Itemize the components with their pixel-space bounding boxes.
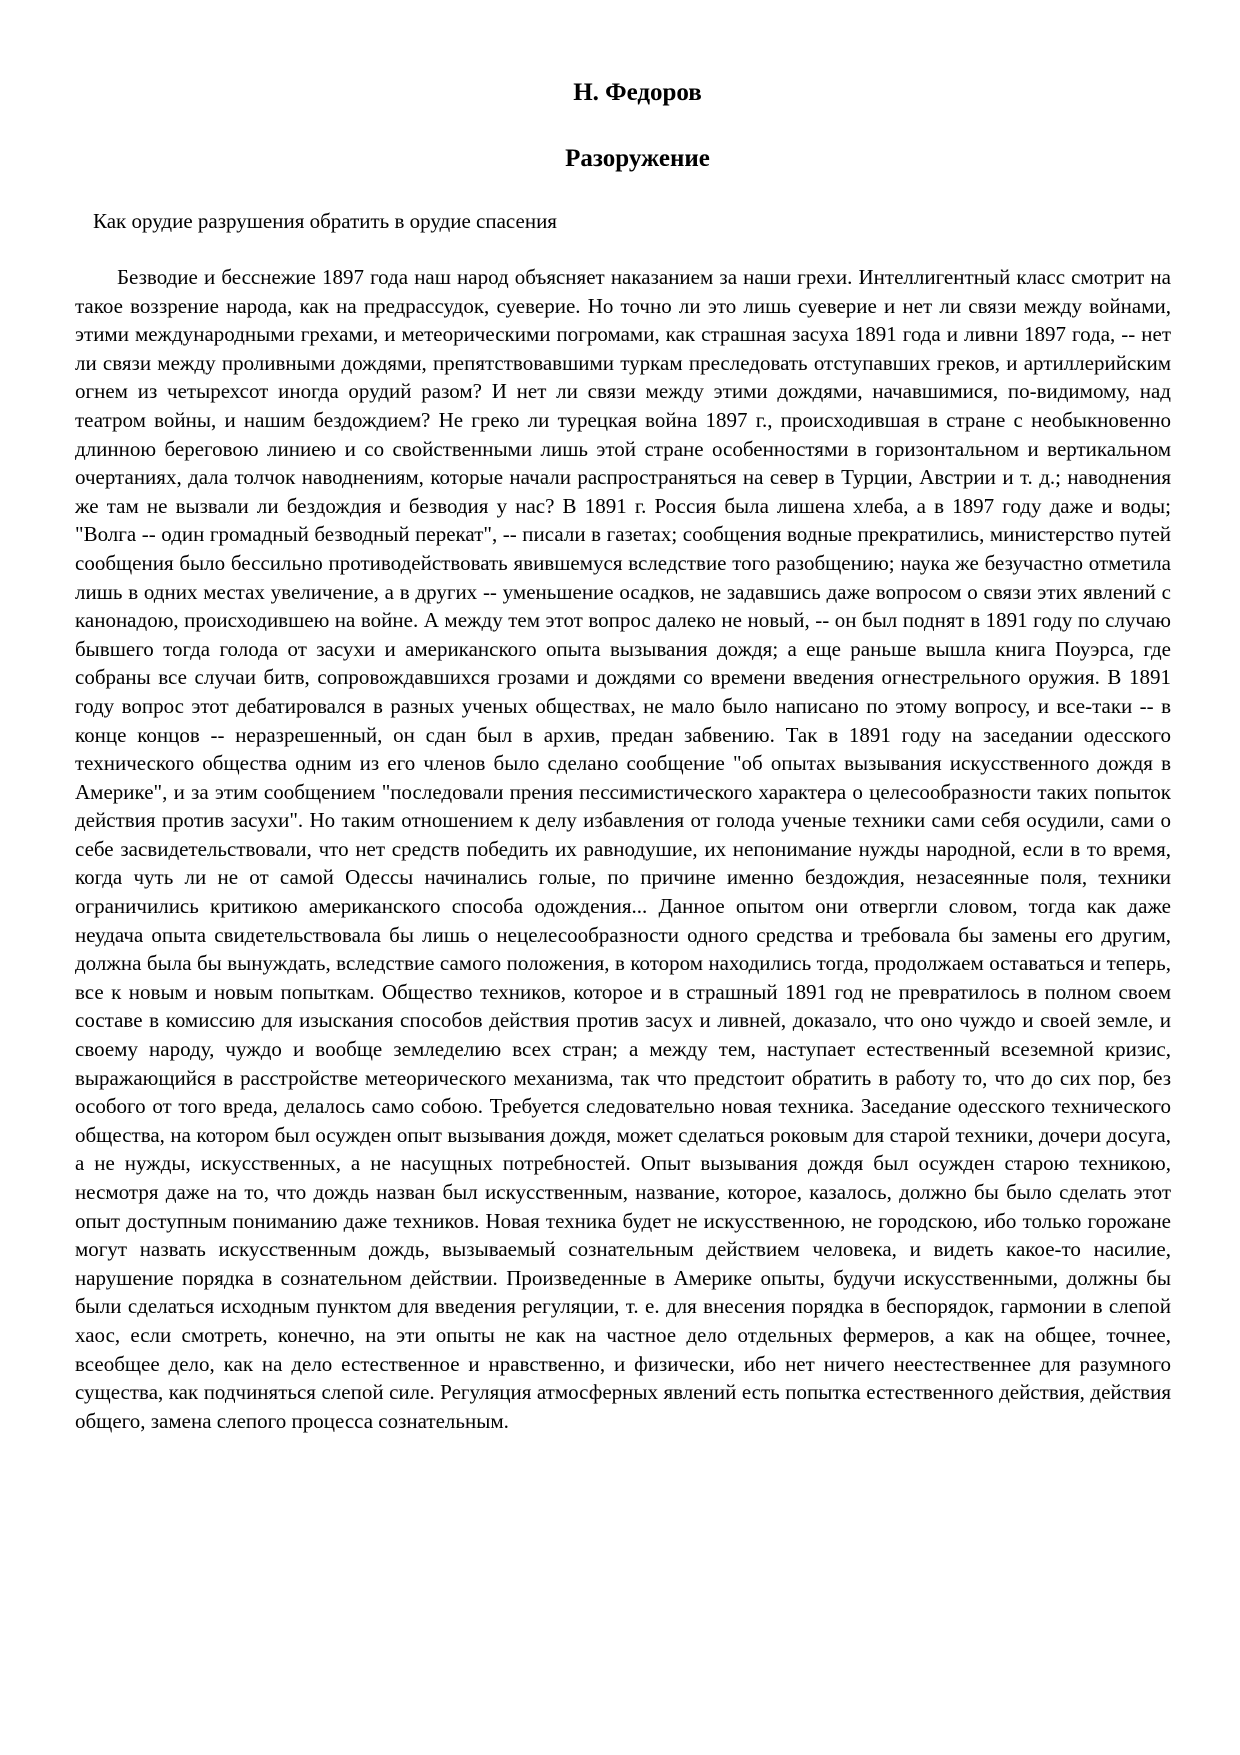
author-name: Н. Федоров: [573, 79, 702, 106]
document-title: Разоружение: [565, 145, 710, 172]
document-subtitle: Как орудие разрушения обратить в орудие спасения: [93, 209, 557, 233]
body-paragraph: Безводие и бесснежие 1897 года наш народ объясняет наказанием за наши грехи. Интеллигентный класс смотрит на такое воззрение народа, как на предрассудок, суеверие. Но точно ли это лишь суеверие и нет ли связи между войнами, этими международными грехами, и метеорическими погромами, как страшная засуха 1891 года и ливни 1897 года, -- нет ли связи между проливными дождями, препятствовавшими туркам преследовать отступавших греков, и артиллерийским огнем из четырехсот иногда орудий разом? И нет ли связи между этими дождями, начавшимися, по-видимому, над театром войны, и нашим бездождием? Не греко ли турецкая война 1897 г., происходившая в стране с необыкновенно длинною береговою линиею и со свойственными лишь этой стране особенностями в горизонтальном и вертикальном очертаниях, дала толчок наводнениям, которые начали распространяться на север в Турции, Австрии и т. д.; наводнения же там не вызвали ли бездождия и безводия у нас? В 1891 г. Россия была лишена хлеба, а в 1897 году даже и воды; "Волга -- один громадный безводный перекат", -- писали в газетах; сообщения водные прекратились, министерство путей сообщения было бессильно противодействовать явившемуся вследствие того разобщению; наука же безучастно отметила лишь в одних местах увеличение, а в других -- уменьшение осадков, не задавшись даже вопросом о связи этих явлений с канонадою, происходившею на войне. А между тем этот вопрос далеко не новый, -- он был поднят в 1891 году по случаю бывшего тогда голода от засухи и американского опыта вызывания дождя; а еще раньше вышла книга Поуэрса, где собраны все случаи битв, сопровождавшихся грозами и дождями со времени введения огнестрельного оружия. В 1891 году вопрос этот дебатировался в разных ученых обществах, не мало было написано по этому вопросу, и все-таки -- в конце концов -- неразрешенный, он сдан был в архив, предан забвению. Так в 1891 году на заседании одесского технического общества одним из его членов было сделано сообщение "об опытах вызывания искусственного дождя в Америке", и за этим сообщением "последовали прения пессимистического характера о целесообразности таких попыток действия против засухи". Но таким отношением к делу избавления от голода ученые техники сами себя осудили, сами о себе засвидетельствовали, что нет средств победить их равнодушие, их непонимание нужды народной, если в то время, когда чуть ли не от самой Одессы начинались голые, по причине именно бездождия, незасеянные поля, техники ограничились критикою американского способа одождения... Данное опытом они отвергли словом, тогда как даже неудача опыта свидетельствовала бы лишь о нецелесообразности одного средства и требовала бы замены его другим, должна была бы вынуждать, вследствие самого положения, в котором находились тогда, продолжаем оставаться и теперь, все к новым и новым попыткам. Общество техников, которое и в страшный 1891 год не превратилось в полном своем составе в комиссию для изыскания способов действия против засух и ливней, доказало, что оно чуждо и своей земле, и своему народу, чуждо и вообще земледелию всех стран; а между тем, наступает естественный всеземной кризис, выражающийся в расстройстве метеорического механизма, так что предстоит обратить в работу то, что до сих пор, без особого от того вреда, делалось само собою. Требуется следовательно новая техника. Заседание одесского технического общества, на котором был осужден опыт вызывания дождя, может сделаться роковым для старой техники, дочери досуга, а не нужды, искусственных, а не насущных потребностей. Опыт вызывания дождя был осужден старою техникою, несмотря даже на то, что дождь назван был искусственным, название, которое, казалось, должно бы было сделать этот опыт доступным пониманию даже техников. Новая техника будет не искусственною, не городскою, ибо только горожане могут назвать искусственным дождь, вызываемый сознательным действием человека, и видеть какое-то насилие, нарушение порядка в сознательном действии. Произведенные в Америке опыты, будучи искусственными, должны бы были сделаться исходным пунктом для введения регуляции, т. е. для внесения порядка в беспорядок, гармонии в слепой хаос, если смотреть, конечно, на эти опыты не как на частное дело отдельных фермеров, а как на общее, точнее, всеобщее дело, как на дело естественное и нравственно, и физически, ибо нет ничего неестественнее для разумного существа, как подчиняться слепой силе. Регуляция атмосферных явлений есть попытка естественного действия, действия общего, замена слепого процесса сознательным.: [75, 265, 1171, 1433]
